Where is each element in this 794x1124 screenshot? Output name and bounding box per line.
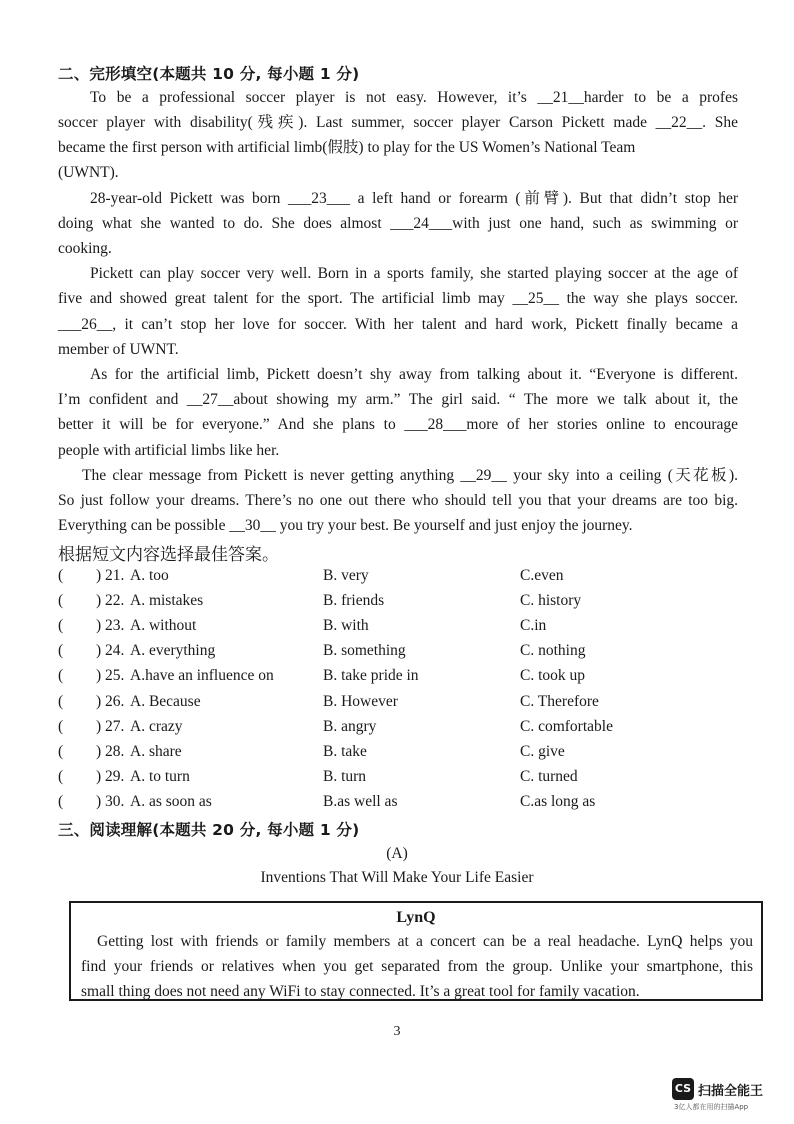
option-b: B.as well as	[323, 792, 398, 810]
passage-line: five and showed great talent for the sport. The artificial limb may __25__ the way she plays soccer.	[58, 290, 738, 307]
option-a: A. too	[130, 567, 169, 584]
passage-line: 28-year-old Pickett was born ___23___ a left hand or forearm (前臂). But that didn’t stop her	[90, 190, 738, 207]
answer-paren-left[interactable]: (	[58, 792, 64, 810]
answer-paren-left[interactable]: (	[58, 742, 64, 760]
box-line: small thing does not need any WiFi to stay connected. It’s a great tool for family vacation.	[81, 983, 640, 1000]
passage-subtitle: Inventions That Will Make Your Life Easier	[260, 869, 534, 886]
option-b: B. something	[323, 642, 406, 660]
passage-line: ___26__, it can’t stop her love for soccer. With her talent and hard work, Pickett finally became a	[58, 316, 738, 333]
box-line: Getting lost with friends or family members at a concert can be a real headache. LynQ helps you	[97, 933, 753, 950]
question-row	[58, 567, 738, 589]
answer-paren-right[interactable]: )	[96, 642, 102, 660]
option-c: C.in	[520, 617, 547, 635]
passage-line: Everything can be possible __30__ you try your best. Be yourself and just enjoy the journey.	[58, 517, 633, 534]
option-c: C. Therefore	[520, 692, 599, 710]
option-c: C.as long as	[520, 792, 596, 810]
question-row	[58, 793, 738, 815]
question-number: 29.	[105, 767, 125, 785]
question-row	[58, 768, 738, 790]
passage-line: (UWNT).	[58, 164, 119, 181]
answer-paren-left[interactable]: (	[58, 717, 64, 735]
question-number: 27.	[105, 717, 125, 735]
passage-line: became the first person with artificial limb(假肢) to play for the US Women’s National Team	[58, 139, 636, 156]
option-a: A. to turn	[130, 767, 190, 785]
answer-paren-right[interactable]: )	[96, 717, 102, 735]
question-number: 28.	[105, 742, 125, 760]
option-c: C. took up	[520, 667, 586, 685]
answer-paren-left[interactable]: (	[58, 692, 64, 710]
passage-line: doing what she wanted to do. She does almost ___24___with just one hand, such as swimming or	[58, 215, 738, 232]
answer-paren-left[interactable]: (	[58, 642, 64, 660]
option-a: A. Because	[130, 692, 201, 710]
answer-paren-right[interactable]: )	[96, 767, 102, 785]
answer-paren-right[interactable]: )	[96, 617, 102, 635]
option-b: B. take pride in	[323, 667, 419, 685]
option-a: A. mistakes	[130, 592, 204, 610]
option-c: C. nothing	[520, 642, 586, 660]
option-c: C.even	[520, 567, 564, 584]
question-row	[58, 592, 738, 614]
question-row	[58, 667, 738, 689]
answer-paren-right[interactable]: )	[96, 692, 102, 710]
question-number: 21.	[105, 567, 125, 584]
box-line: find your friends or relatives when you get separated from the group. Unlike your smartphone, this	[81, 958, 753, 975]
part-label: (A)	[386, 845, 408, 862]
answer-paren-right[interactable]: )	[96, 667, 102, 685]
passage-line: As for the artificial limb, Pickett doesn’t shy away from talking about it. “Everyone is different.	[90, 366, 738, 383]
answer-paren-right[interactable]: )	[96, 567, 102, 584]
question-row	[58, 718, 738, 740]
question-number: 23.	[105, 617, 125, 635]
option-b: B. take	[323, 742, 367, 760]
option-b: B. friends	[323, 592, 385, 610]
scanner-logo-icon: CS	[672, 1078, 694, 1100]
passage-line: member of UWNT.	[58, 341, 179, 358]
passage-line: So just follow your dreams. There’s no one out there who should tell you that your dreams are too big.	[58, 492, 738, 509]
question-number: 26.	[105, 692, 125, 710]
page-number: 3	[393, 1024, 401, 1039]
lynq-box	[69, 901, 763, 1001]
question-number: 25.	[105, 667, 125, 685]
answer-paren-right[interactable]: )	[96, 742, 102, 760]
passage-line: people with artificial limbs like her.	[58, 442, 280, 459]
option-b: B. However	[323, 692, 398, 710]
option-a: A. crazy	[130, 717, 183, 735]
scanner-watermark	[672, 1078, 772, 1114]
box-title: LynQ	[396, 909, 436, 926]
scanner-tagline: 3亿人都在用的扫描App	[674, 1103, 749, 1111]
answer-paren-left[interactable]: (	[58, 567, 64, 584]
option-c: C. give	[520, 742, 565, 760]
option-a: A. as soon as	[130, 792, 212, 810]
instruction: 根据短文内容选择最佳答案。	[58, 545, 279, 565]
question-row	[58, 642, 738, 664]
answer-paren-left[interactable]: (	[58, 592, 64, 610]
passage-line: soccer player with disability(残疾). Last summer, soccer player Carson Pickett made __22__. She	[58, 114, 738, 131]
option-c: C. comfortable	[520, 717, 613, 735]
option-a: A. share	[130, 742, 182, 760]
answer-paren-right[interactable]: )	[96, 792, 102, 810]
passage-line: I’m confident and __27__about showing my arm.” The girl said. “ The more we talk about it, the	[58, 391, 738, 408]
option-c: C. turned	[520, 767, 578, 785]
option-b: B. angry	[323, 717, 377, 735]
answer-paren-left[interactable]: (	[58, 667, 64, 685]
question-row	[58, 617, 738, 639]
option-b: B. very	[323, 567, 369, 584]
question-row	[58, 693, 738, 715]
answer-paren-left[interactable]: (	[58, 767, 64, 785]
question-number: 22.	[105, 592, 125, 610]
option-b: B. turn	[323, 767, 367, 785]
passage-line: The clear message from Pickett is never getting anything __29__ your sky into a ceiling (天花板).	[82, 467, 738, 484]
passage-line: better it will be for everyone.” And she plans to ___28___more of her stories online to encourage	[58, 416, 738, 433]
passage-line: Pickett can play soccer very well. Born in a sports family, she started playing soccer at the age of	[90, 265, 738, 282]
scanner-app-name: 扫描全能王	[698, 1084, 764, 1099]
option-a: A. without	[130, 617, 197, 635]
passage-line: cooking.	[58, 240, 112, 257]
section-3-title: 三、阅读理解(本题共 20 分, 每小题 1 分)	[58, 821, 360, 839]
question-number: 24.	[105, 642, 125, 660]
option-b: B. with	[323, 617, 369, 635]
option-c: C. history	[520, 592, 582, 610]
option-a: A. everything	[130, 642, 216, 660]
section-2-title: 二、完形填空(本题共 10 分, 每小题 1 分)	[58, 65, 360, 83]
answer-paren-right[interactable]: )	[96, 592, 102, 610]
question-number: 30.	[105, 792, 125, 810]
option-a: A.have an influence on	[130, 667, 274, 685]
question-row	[58, 743, 738, 765]
passage-line: To be a professional soccer player is not easy. However, it’s __21__harder to be a profes	[90, 89, 738, 106]
answer-paren-left[interactable]: (	[58, 617, 64, 635]
